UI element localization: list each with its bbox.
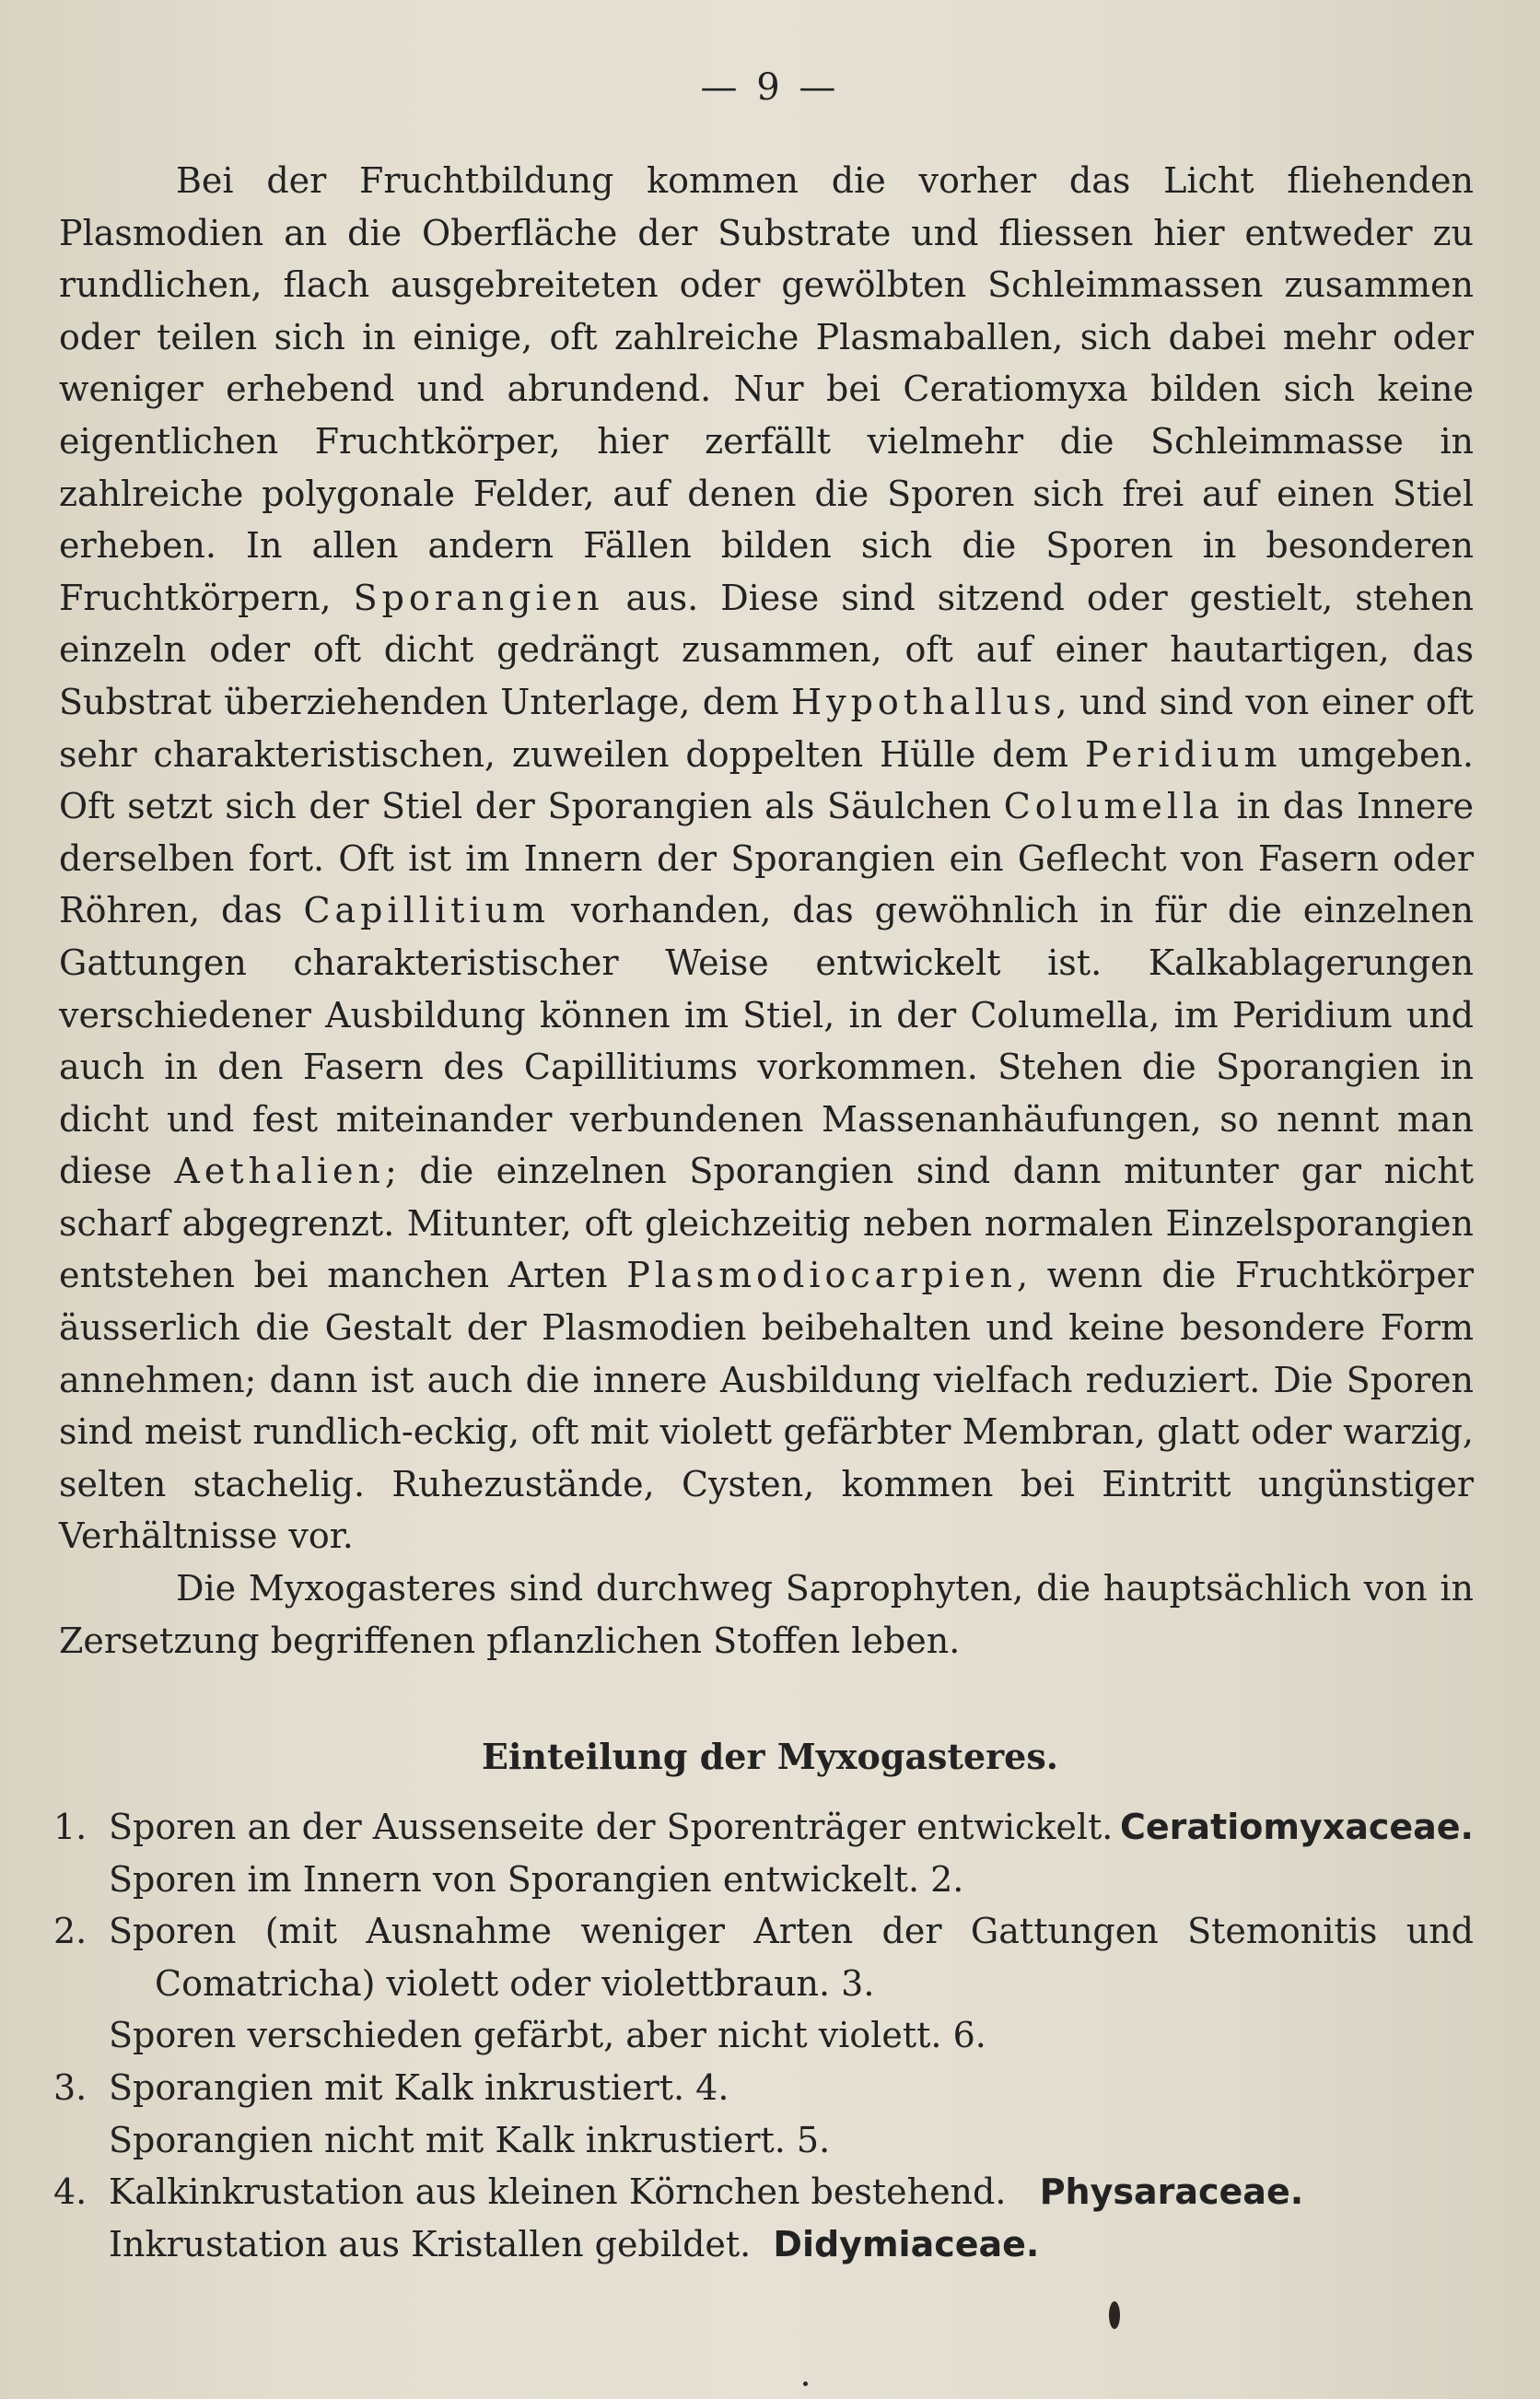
text-run: Die Myxogasteres sind durchweg Saprophyten, die hauptsächlich von in Zersetzung begriffenen pflanzlichen Stoffen leben. [59,1568,1474,1661]
ink-speck [803,2381,808,2386]
spaced-term: Peridium [1084,733,1282,775]
text-run: aus. Diese sind sitzend oder gestielt, stehen einzeln oder oft dicht gedrängt zusammen, oft auf einer hautartigen, das Substrat überziehenden Unterlage, dem [59,577,1475,722]
key-lead-a: Sporangien mit Kalk inkrustiert. 4. [109,2066,729,2108]
key-lead-a: Sporen (mit Ausnahme weniger Arten der Gattungen Stemonitis und [109,1911,1474,1952]
identification-key [53,1801,1474,2270]
text-run: in das Innere derselben fort. Oft ist im Innern der Sporangien ein Geflecht von Fasern oder Röhren, das [59,786,1474,931]
taxon-name: Physaraceae. [1039,2171,1304,2213]
text-run: Bei der Fruchtbildung kommen die vorher das Licht fliehenden Plasmodien an die Oberfläche der Substrate und fliessen hier entweder zu rundlichen, flach ausgebreiteten oder gewölbten Schleimmassen zusammen oder teilen sich in einige, oft zahlreiche Plasmaballen, sich dabei mehr oder weniger erhebend und abrundend. Nur bei Ceratiomyxa bilden sich keine eigentlichen Fruchtkörper, hier zerfällt vielmehr die Schleimmasse in zahlreiche polygonale Felder, auf denen die Sporen sich frei auf einen Stiel erheben. In allen andern Fällen bilden sich die Sporen in besonderen Fruchtkörpern, [59,160,1474,618]
key-entry [53,2062,1474,2166]
key-lead-a [109,2166,1474,2218]
key-entry [53,1905,1474,2062]
text-run: vorhanden, das gewöhnlich in für die einzelnen Gattungen charakteristischer Weise entwickelt ist. Kalkablagerungen verschiedener Ausbildung können im Stiel, in der Columella, im Peridium und auch in den Fasern des Capillitiums vorkommen. Stehen die Sporangien in dicht und fest miteinander verbundenen Massenanhäufungen, so nennt man diese [59,890,1474,1192]
spaced-term: Sporangien [353,577,604,618]
taxon-name: Didymiaceae. [773,2223,1040,2264]
key-lead-a [109,1801,1474,1854]
key-lead-b: Sporangien nicht mit Kalk inkrustiert. 5. [109,2119,831,2160]
spaced-term: Plasmodiocarpien [626,1255,1017,1296]
spaced-term: Columella [1003,786,1224,827]
text-run: ; die einzelnen Sporangien sind dann mitunter gar nicht scharf abgegrenzt. Mitunter, oft gleichzeitig neben normalen Einzelsporangien entstehen bei manchen Arten [59,1151,1474,1296]
spaced-term: Aethalien [174,1151,386,1192]
text-run: , und sind von einer oft sehr charakteristischen, zuweilen doppelten Hülle dem [59,681,1474,775]
spaced-term: Capillitium [303,890,551,931]
taxon-name: Ceratiomyxaceae. [1119,1807,1474,1847]
key-number: 1. [53,1807,88,1847]
key-lead-b: Sporen im Innern von Sporangien entwickelt. 2. [109,1858,964,1900]
text-run: , wenn die Fruchtkörper äusserlich die Gestalt der Plasmodien beibehalten und keine besondere Form annehmen; dann ist auch die innere Ausbildung vielfach reduziert. Die Sporen sind meist rundlich-eckig, oft mit violett gefärbter Membran, glatt oder warzig, selten stachelig. Ruhezustände, Cysten, kommen bei Eintritt ungünstiger Verhältnisse vor. [59,1255,1474,1557]
key-entry [53,2166,1474,2270]
page-number: — 9 — [700,66,840,109]
key-lead-b: Sporen verschieden gefärbt, aber nicht violett. 6. [109,2015,986,2056]
ink-blot [1109,2301,1120,2329]
section-heading: Einteilung der Myxogasteres. [482,1736,1058,1777]
paragraph [59,155,1474,1562]
key-number: 4. [53,2171,88,2213]
key-number: 2. [53,1911,88,1952]
key-entry [53,1801,1474,1905]
key-lead-a-continuation: Comatricha) violett oder violettbraun. 3. [155,1962,875,2004]
key-lead-a-text: Kalkinkrustation aus kleinen Körnchen bestehend. [109,2171,1007,2213]
paragraph [59,1562,1474,1667]
key-lead-b-text: Inkrustation aus Kristallen gebildet. [109,2223,752,2264]
text-run: umgeben. Oft setzt sich der Stiel der Sporangien als Säulchen [59,733,1475,827]
key-lead-b [109,2218,1474,2271]
key-lead-a-text: Sporen an der Aussenseite der Sporenträger entwickelt. [109,1807,1114,1847]
key-number: 3. [53,2066,88,2108]
body-text [59,155,1474,1667]
spaced-term: Hypothallus [791,681,1056,722]
